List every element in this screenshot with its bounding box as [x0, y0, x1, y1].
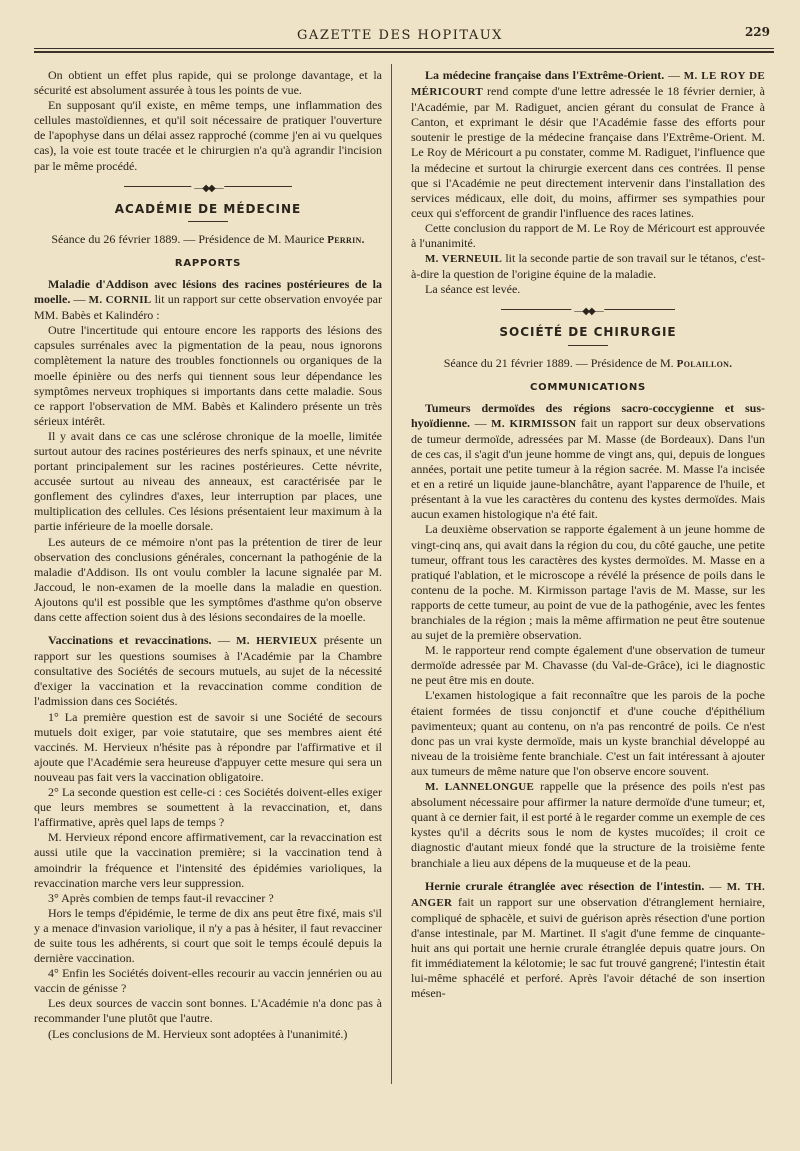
author-name: M. LANNELONGUE	[425, 781, 535, 794]
addison-title: Maladie d'Addison avec lésions des racines postérieures de la moelle.	[34, 276, 382, 307]
vaccinations-lead: Vaccinations et revaccinations. — M. HERVIEUX présente un rapport sur les questions soumises à l'Académie par la Chambre consultative des Sociétés de secours mutuels, au sujet de la nécessité d'exiger la vaccination et la revaccination comme condition de l'admission dans ces Sociétés.	[34, 633, 382, 709]
intro-paragraph: En supposant qu'il existe, en même temps, une inflammation des cellules mastoïdiennes, et qu'il soit nécessaire de pratiquer l'ouverture de l'apophyse dans un délai assez rapproché (comme j'en ai vu quelques cas), la voie est toute tracée et le chirurgien n'a qu'à agrandir l'incision par le même procédé.	[34, 98, 382, 173]
tumeurs-paragraph: M. le rapporteur rend compte également d'une observation de tumeur dermoïde adressée par M. Chavasse (du Val-de-Grâce), ici le diagnostic ne peut être mis en doute.	[411, 643, 765, 688]
author-name: M. KIRMISSON	[491, 417, 577, 430]
president-name: Polaillon.	[676, 357, 733, 370]
addison-paragraph: Il y avait dans ce cas une sclérose chronique de la moelle, limitée surtout autour des racines postérieures des nerfs spinaux, et une névrite portant principalement sur les racines postérieures. Cette névrite, accusée surtout au niveau des anneaux, est caractérisée par le gonflement des cylindres d'axes, leur interruption par places, une multiplication des cellules. Ces lésions présentaient leur maximum à la partie inférieure de la moelle dorsale.	[34, 428, 382, 534]
title-underline	[188, 221, 228, 222]
vaccinations-paragraph: 2° La seconde question est celle-ci : ces Sociétés doivent-elles exiger que leurs membres se soumettent à la revaccination, et, dans l'affirmative, après quel laps de temps ?	[34, 785, 382, 830]
page-number: 229	[744, 25, 770, 39]
tumeurs-paragraph: L'examen histologique a fait reconnaître que les parois de la poche étaient formées de tissu conjonctif et d'une couche d'épithélium pavimenteux; quant au contenu, on n'a pas rencontré de poils. Ce n'est donc pas un vrai kyste dermoïde, mais un kyste branchial développé au niveau de la troisième fente branchiale. C'est un fait intéressant à ajouter aux tumeurs de même nature que l'on observe encore souvent.	[411, 688, 765, 778]
academie-title: ACADÉMIE DE MÉDECINE	[114, 201, 302, 216]
right-column	[411, 68, 765, 1001]
extreme-orient-title: La médecine française dans l'Extrême-Orient.	[425, 68, 665, 82]
column-divider	[391, 64, 392, 1084]
header-rule-thick	[34, 51, 774, 53]
hernie-title: Hernie crurale étranglée avec résection de l'intestin.	[425, 878, 705, 893]
author-name: M. LE ROY DE MÉRICOURT	[411, 70, 765, 99]
rapports-heading: RAPPORTS	[174, 257, 242, 269]
tumeurs-title: Tumeurs dermoïdes des régions sacro-coccygienne et sus-hyoïdienne.	[411, 400, 765, 430]
addison-paragraph: Les auteurs de ce mémoire n'ont pas la prétention de tirer de leur observation des conclusions générales, concernant la pathogénie de la maladie d'Addison. Ils ont voulu combler la lacune signalée par M. Jaccoud, le non-examen de la moelle dans la maladie en question. Ajoutons qu'il est possible que les symptômes d'asthme qu'on observe dans cette affection soient dus à des lésions secondaires de la moelle.	[34, 534, 382, 624]
author-name: M. CORNIL	[88, 294, 152, 307]
author-name: M. HERVIEUX	[236, 635, 318, 648]
title-underline	[568, 345, 608, 346]
chirurgie-title: SOCIÉTÉ DE CHIRURGIE	[499, 325, 677, 340]
addison-lead: Maladie d'Addison avec lésions des racines postérieures de la moelle. — M. CORNIL lit un rapport sur cette observation envoyée par MM. Babès et Kalindéro :	[34, 276, 383, 323]
vaccinations-paragraph: Les deux sources de vaccin sont bonnes. L'Académie n'a donc pas à recommander l'une plutôt que l'autre.	[34, 996, 382, 1026]
lannelongue-paragraph: M. LANNELONGUE rappelle que la présence des poils n'est pas absolument nécessaire pour affirmer la nature dermoïde d'une tumeur; et, quant à ce dernier fait, il est porté à le regarder comme un exemple de ces kystes qu'il a décrits sous le nom de kystes mucoïdes; il croit ce diagnostic d'autant mieux fondé que la structure de la troisième fente branchiale a lieu aux dépens de la muqueuse et de la peau.	[411, 779, 765, 870]
communications-heading: COMMUNICATIONS	[529, 381, 647, 393]
extreme-orient-lead: La médecine française dans l'Extrême-Orient. — M. LE ROY DE MÉRICOURT rend compte d'une lettre adressée le 18 février dernier, à l'Académie, par M. Radiguet, ancien gérant du consulat de France à Canton, et exprimant le désir que l'Académie fasse des efforts pour soutenir le prestige de la médecine française dans l'Extrême-Orient. M. Le Roy de Méricourt a pu constater, comme M. Radiguet, l'influence que la médecine et surtout la chirurgie exercent dans ces contrées. Il pense que si l'Académie ne peut directement intervenir dans l'installation des services médicaux, elle doit, du moins, affirmer ses sympathies pour ceux qui s'efforcent de grandir l'influence des races latines.	[411, 68, 765, 220]
hernie-lead: Hernie crurale étranglée avec résection de l'intestin. — M. TH. ANGER fait un rapport sur une observation d'étranglement herniaire, compliqué de sphacèle, et suivi de guérison après résection d'une portion d'anse intestinale, par M. Martinet. Il s'agit d'une femme de cinquante-huit ans qui portait une hernie crurale étranglée depuis quatre jours. On fit immédiatement la kélotomie; le sac fut trouvé gangrené; l'intestin était lui-même sphacélé et perforé. Après l'avoir détaché de son insertion mésen-	[411, 878, 765, 1001]
author-name: M. VERNEUIL	[425, 253, 503, 266]
page-header	[34, 25, 770, 48]
vaccinations-paragraph: 1° La première question est de savoir si une Société de secours mutuels doit exiger, par voie statutaire, que ses membres aient été vaccinés. M. Hervieux n'hésite pas à répondre par l'affirmative et il ajoute que l'Académie sera heureuse d'appuyer cette mesure qui sera un nouveau pas fait vers la vaccination obligatoire.	[34, 709, 382, 784]
tumeurs-paragraph: La deuxième observation se rapporte également à un jeune homme de vingt-cinq ans, qui avait dans la région du cou, du côté gauche, une petite tumeur, offrant tous les caractères des kystes dermoïdes. M. Masse en a pratiqué l'ablation, et le microscope a révélé la présence de poils dans le contenu de la poche. M. Kirmisson partage l'avis de M. Masse, sur les rapports de cette tumeur, au point de vue de la pathogénie, avec les fentes branchiales de la région ; mais la même affirmation ne peut être soutenue au sujet de la première observation.	[411, 522, 765, 643]
vaccinations-paragraph: Hors le temps d'épidémie, le terme de dix ans peut être fixé, mais s'il y a menace d'invasion variolique, il n'y a pas à hésiter, il faut revacciner de suite tous les adhérents, si court que soit le temps écoulé depuis la dernière vaccination.	[34, 905, 382, 966]
intro-paragraph: On obtient un effet plus rapide, qui se prolonge davantage, et la sécurité est absolument assurée à tous les points de vue.	[34, 68, 382, 98]
president-name: Perrin.	[327, 233, 365, 246]
separator-ornament: —◆◆—	[571, 304, 604, 319]
section-separator	[34, 174, 382, 200]
seance-line: Séance du 21 février 1889. — Présidence de M. Polaillon.	[443, 355, 733, 370]
seance-levee: La séance est levée.	[425, 282, 521, 297]
seance-line: Séance du 26 février 1889. — Présidence de M. Maurice Perrin.	[51, 231, 365, 246]
journal-title: GAZETTE DES HOPITAUX	[297, 28, 503, 43]
vaccinations-title: Vaccinations et revaccinations.	[48, 633, 212, 648]
header-rule	[34, 48, 774, 49]
author-name: M. TH. ANGER	[411, 880, 765, 909]
vaccinations-paragraph: 4° Enfin les Sociétés doivent-elles recourir au vaccin jennérien ou au vaccin de génisse ?	[34, 966, 382, 996]
extreme-orient-conclusion: Cette conclusion du rapport de M. Le Roy de Méricourt est approuvée à l'unanimité.	[411, 220, 765, 251]
addison-paragraph: Outre l'incertitude qui entoure encore les rapports des lésions des capsules surrénales avec la pigmentation de la peau, nous ignorons complètement la nature des troubles fonctionnels ou organiques de la moelle épinière ou des nerfs qui tiennent sous leur dépendance les symptômes nerveux trophiques si importants dans cette maladie. Sous ce rapport l'observation de MM. Babès et Kalindero présente un très sérieux intérêt.	[34, 323, 382, 428]
vaccinations-paragraph: M. Hervieux répond encore affirmativement, car la revaccination est aussi utile que la vaccination première; si la vaccination tend à amoindrir la fréquence et l'intensité des épidémies varioliques, la revaccination marche vers leur suppression.	[34, 830, 382, 890]
left-column	[34, 68, 382, 1042]
tumeurs-lead: Tumeurs dermoïdes des régions sacro-coccygienne et sus-hyoïdienne. — M. KIRMISSON fait un rapport sur deux observations de tumeur dermoïde, adressées par M. Masse (de Bordeaux). Dans l'un de ces cas, il s'agit d'un jeune homme de vingt ans, qui, depuis de longues années, portait une petite tumeur à la région sacrée. M. Masse l'a incisée et en a retiré un liquide jaune-blanchâtre, ayant l'apparence de l'huile, et présentant à la vue les caractères du contenu des kystes dermoïdes. Mais aucun examen histologique n'a été fait.	[411, 400, 765, 522]
vaccinations-paragraph: (Les conclusions de M. Hervieux sont adoptées à l'unanimité.)	[48, 1026, 348, 1041]
section-separator	[411, 297, 765, 323]
verneuil-paragraph: M. VERNEUIL lit la seconde partie de son travail sur le tétanos, c'est-à-dire la question de l'origine équine de la maladie.	[411, 251, 765, 282]
vaccinations-paragraph: 3° Après combien de temps faut-il revacciner ?	[48, 890, 274, 905]
separator-ornament: —◆◆—	[191, 181, 224, 196]
